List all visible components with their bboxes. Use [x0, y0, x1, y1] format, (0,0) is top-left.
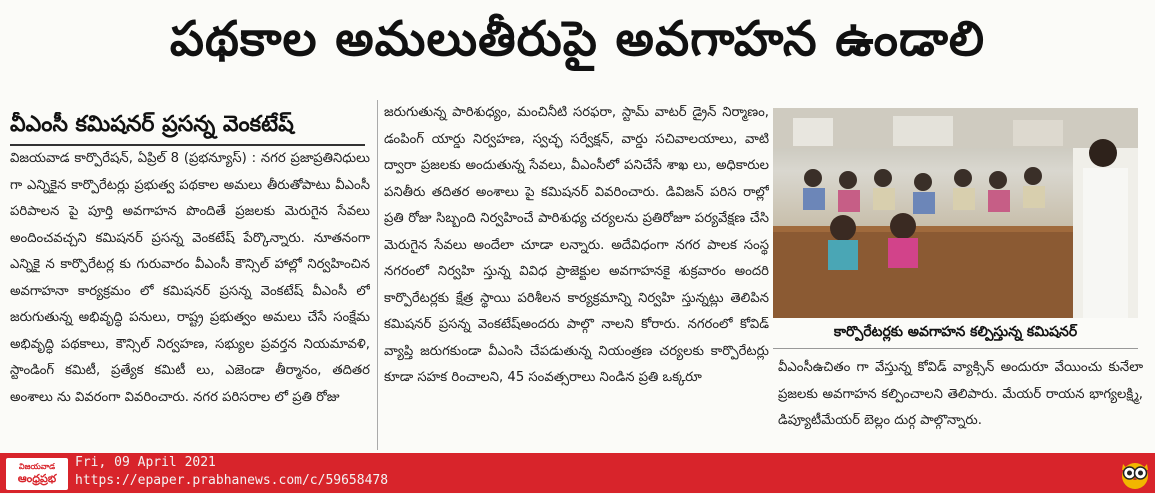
owl-icon	[1118, 456, 1152, 490]
newspaper-logo[interactable]	[6, 458, 68, 490]
subheadline: వీఎంసీ కమిషనర్ ప్రసన్న వెంకటేష్	[10, 112, 365, 146]
photo-caption: కార్పొరేటర్లకు అవగాహన కల్పిస్తున్న కమిషనర్	[773, 318, 1138, 349]
headline: పథకాల అమలుతీరుపై అవగాహన ఉండాలి	[169, 11, 986, 67]
article-column-3: వీఎంసీఉచితం గా వేస్తున్న కోవిడ్ వ్యాక్సిన్ అందురూ వేయించు కునేలా ప్రజలకు అవగాహన కల్పించాలని తెలిపారు. మేయర్ రాయన భాగ్యలక్ష్మి, డిప్యూటీమేయర్ బెల్లం దుర్గ పాల్గొన్నారు.	[778, 360, 1143, 428]
article-column-1: విజయవాడ కార్పొరేషన్, ఏప్రిల్ 8 (ప్రభన్యూస్) : నగర ప్రజాప్రతినిధులు గా ఎన్నికైన కార్పొరేటర్లు ప్రభుత్వ పథకాల అమలు తీరుతోపాటు వీఎంసీ పరిపాలన పై పూర్తి అవగాహన పొందితే ప్రజలకు మెరుగైన సేవలు అందించవచ్చని కమిషనర్ ప్రసన్న వెంకటేష్ పేర్కొన్నారు. నూతనంగా ఎన్నికై న కార్పొరేటర్ల కు గురువారం వీఎంసీ కౌన్సిల్ హాల్లో నిర్వహించిన అవగాహనా కార్యక్రమం లో కమిషనర్ ప్రసన్న వెంకటేష్ వీఎంసీ లో జరుగుతున్న అభివృద్ధి పనులు, రాష్ట్ర ప్రభుత్వం అమలు చేసే సంక్షేమ అభివృద్ధి పథకాలు, కౌన్సిల్ నిర్వహణ, సభ్యుల ప్రవర్తన నియమావళి, స్టాండింగ్ కమిటీ, ప్రత్యేక కమిటీ లు, ఎజెండా తీర్మానం, తదితర అంశాలు ను వివరంగా వివరించారు. నగర పరిసరాల లో ప్రతి రోజు	[10, 151, 370, 405]
edition-date: Fri, 09 April 2021	[75, 455, 216, 470]
logo-title: ఆంధ్రప్రభ	[17, 472, 57, 485]
column-divider	[377, 100, 378, 450]
logo-edition: విజయవాడ	[18, 462, 56, 471]
article-url[interactable]: https://epaper.prabhanews.com/c/59658478	[75, 473, 389, 488]
council-hall-illustration	[773, 108, 1138, 318]
article-column-2: జరుగుతున్న పారిశుధ్యం, మంచినీటి సరఫరా, స్టామ్ వాటర్ డ్రైన్ నిర్మాణం, డంపింగ్ యార్డు నిర్వహణ, స్వచ్ఛ సర్వేక్షన్, వార్డు సచివాలయాలు, వాటి ద్వారా ప్రజలకు అందుతున్న సేవలు, వీఎంసీలో పనిచేసే శాఖ లు, అధికారుల పనితీరు తదితర అంశాలు పై కమిషనర్ వివరించారు. డివిజన్ పరిస రాల్లో ప్రతి రోజు సిబ్బంది నిర్వహించే పారిశుధ్య చర్యలను ప్రతిరోజూ పర్యవేక్షణ చేసి మెరుగైన సేవలు అందేలా చూడా లన్నారు. అదేవిధంగా నగర పాలక సంస్థ నగరంలో నిర్వహి స్తున్న వివిధ ప్రాజెక్టుల అవగాహనకై శుక్రవారం అందరి కార్పొరేటర్లకు క్షేత్ర స్థాయి పరిశీలన కార్యక్రమాన్ని నిర్వహి స్తున్నట్లు తెలిపిన కమిషనర్ ప్రసన్న వెంకటేష్అందరు పాల్గొ నాలని కోరారు. నగరంలో కోవిడ్ వ్యాప్తి జరుగకుండా వీఎంసి చేపడుతున్న నియంత్రణ చర్యలకు కార్పొరేటర్లు కూడా సహక రించాలని, 45 సంవత్సరాలు నిండిన ప్రతి ఒక్కరూ	[384, 105, 769, 385]
article-photo	[773, 108, 1138, 318]
